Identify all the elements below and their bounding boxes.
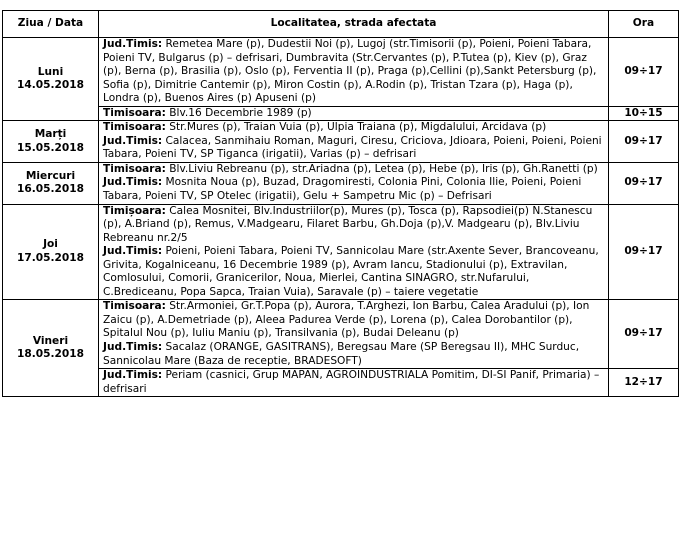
region-label: Timisoara: — [103, 300, 166, 313]
location-text: Blv.16 Decembrie 1989 (p) — [165, 106, 312, 119]
day-date: 14.05.2018 — [16, 79, 85, 92]
day-date: 17.05.2018 — [16, 251, 85, 264]
location-text: Blv.Liviu Rebreanu (p), str.Ariadna (p), Letea (p), Hebe (p), Iris (p), Gh.Ranetti (p) — [165, 162, 598, 175]
hour-cell: 09÷17 — [609, 204, 679, 300]
region-label: Jud.Timis: — [103, 245, 163, 258]
header-row — [3, 11, 679, 38]
hour-cell: 09÷17 — [609, 300, 679, 369]
location-cell — [99, 106, 609, 121]
location-text: Calea Mosnitei, Blv.Industriilor(p), Mures (p), Tosca (p), Rapsodiei(p) N.Stanescu (p), A.Briand (p), Remus, V.Madgearu, Filaret Barbu, Gh.Doja (p),V. Madgearu (p), Blv.Liviu Rebreanu nr.2/5 — [103, 204, 593, 244]
hour-cell: 09÷17 — [609, 121, 679, 163]
location-text: Str.Mures (p), Traian Vuia (p), Ulpia Traiana (p), Migdalului, Arcidava (p) — [165, 121, 547, 134]
table-row — [3, 204, 679, 300]
hour-cell: 09÷17 — [609, 162, 679, 204]
day-cell — [3, 38, 99, 121]
day-name: Marți — [34, 128, 67, 141]
location-text: Poieni, Poieni Tabara, Poieni TV, Sannicolau Mare (str.Axente Sever, Brancoveanu, Grivita, Kogalniceanu, 16 Decembrie 1989 (p), Avram Iancu, Stadionului (p), Extravilan, Comlosului, Comorii, Granicerilor, Noua, Mierlei, Cantina SINAGRO, str.Nufarului, C.Brediceanu, Popa Sapca, Traian Vuia), Saravale (p) – taiere vegetatie — [103, 245, 599, 298]
day-date: 16.05.2018 — [16, 183, 85, 196]
day-date: 15.05.2018 — [16, 141, 85, 154]
location-cell — [99, 162, 609, 204]
location-text: Remetea Mare (p), Dudestii Noi (p), Lugoj (str.Timisorii (p), Poieni, Poieni Tabara, Poieni TV, Bulgarus (p) – defrisari, Dumbravita (Str.Cervantes (p), P.Tutea (p), Kiev (p), Graz (p), Berna (p), Brasilia (p), Oslo (p), Ferventia II (p), Praga (p),Cellini (p),Sankt Petersburg (p), Sofia (p), Dimitrie Cantemir (p), Miron Costin (p), A.Rodin (p), Tristan Tzara (p), Haga (p), Londra (p), Buenos Aires (p) Apuseni (p) — [103, 38, 597, 105]
location-cell — [99, 300, 609, 369]
day-cell — [3, 300, 99, 397]
table-row — [3, 106, 679, 121]
day-cell — [3, 162, 99, 204]
header-day: Ziua / Data — [3, 11, 99, 38]
region-label: Timisoara: — [103, 106, 166, 119]
day-date: 18.05.2018 — [16, 348, 85, 361]
day-name: Miercuri — [25, 169, 76, 182]
region-label: Jud.Timis: — [103, 176, 163, 189]
hour-cell: 10÷15 — [609, 106, 679, 121]
region-label: Timișoara: — [103, 204, 166, 217]
location-cell — [99, 369, 609, 397]
hour-cell: 12÷17 — [609, 369, 679, 397]
location-text: Sacalaz (ORANGE, GASITRANS), Beregsau Mare (SP Beregsau II), MHC Surduc, Sannicolau Mare (Baza de receptie, BRADESOFT) — [103, 341, 580, 367]
location-text: Calacea, Sanmihaiu Roman, Maguri, Ciresu, Criciova, Jdioara, Poieni, Poieni, Poieni Tabara, Poieni TV, SP Tiganca (irigatii), Varias (p) – defrisari — [103, 134, 602, 161]
day-name: Joi — [43, 238, 58, 251]
location-text: Mosnita Noua (p), Buzad, Dragomiresti, Colonia Pini, Colonia Ilie, Poieni, Poieni Tabara, Poieni TV, SP Otelec (irigatii), Gelu + Sampetru Mic (p) – Defrisari — [103, 176, 582, 203]
location-text: Str.Armoniei, Gr.T.Popa (p), Aurora, T.Arghezi, Ion Barbu, Calea Aradului (p), Ion Zaicu (p), A.Demetriade (p), Aleea Padurea Verde (p), Lorena (p), Calea Dorobantilor (p), Spitalul Nou (p), Iuliu Maniu (p), Transilvania (p), Budai Deleanu (p) — [103, 300, 590, 340]
region-label: Timisoara: — [103, 162, 166, 175]
header-hour: Ora — [609, 11, 679, 38]
outage-schedule-table — [2, 10, 679, 397]
day-cell — [3, 204, 99, 300]
location-cell — [99, 38, 609, 107]
table-row — [3, 121, 679, 163]
table-row — [3, 38, 679, 107]
day-name: Luni — [37, 65, 64, 78]
region-label: Timisoara: — [103, 121, 166, 134]
region-label: Jud.Timis: — [103, 38, 163, 50]
location-cell — [99, 121, 609, 163]
hour-cell: 09÷17 — [609, 38, 679, 107]
region-label: Jud.Timis: — [103, 134, 163, 147]
region-label: Jud.Timis: — [103, 341, 163, 354]
location-text: Periam (casnici, Grup MAPAN, AGROINDUSTRIALA Pomitim, DI-SI Panif, Primaria) – defrisari — [103, 369, 600, 395]
location-cell — [99, 204, 609, 300]
table-row — [3, 300, 679, 369]
table-row — [3, 369, 679, 397]
table-row — [3, 162, 679, 204]
region-label: Jud.Timis: — [103, 369, 163, 382]
day-name: Vineri — [32, 334, 69, 347]
day-cell — [3, 121, 99, 163]
header-location: Localitatea, strada afectata — [99, 11, 609, 38]
